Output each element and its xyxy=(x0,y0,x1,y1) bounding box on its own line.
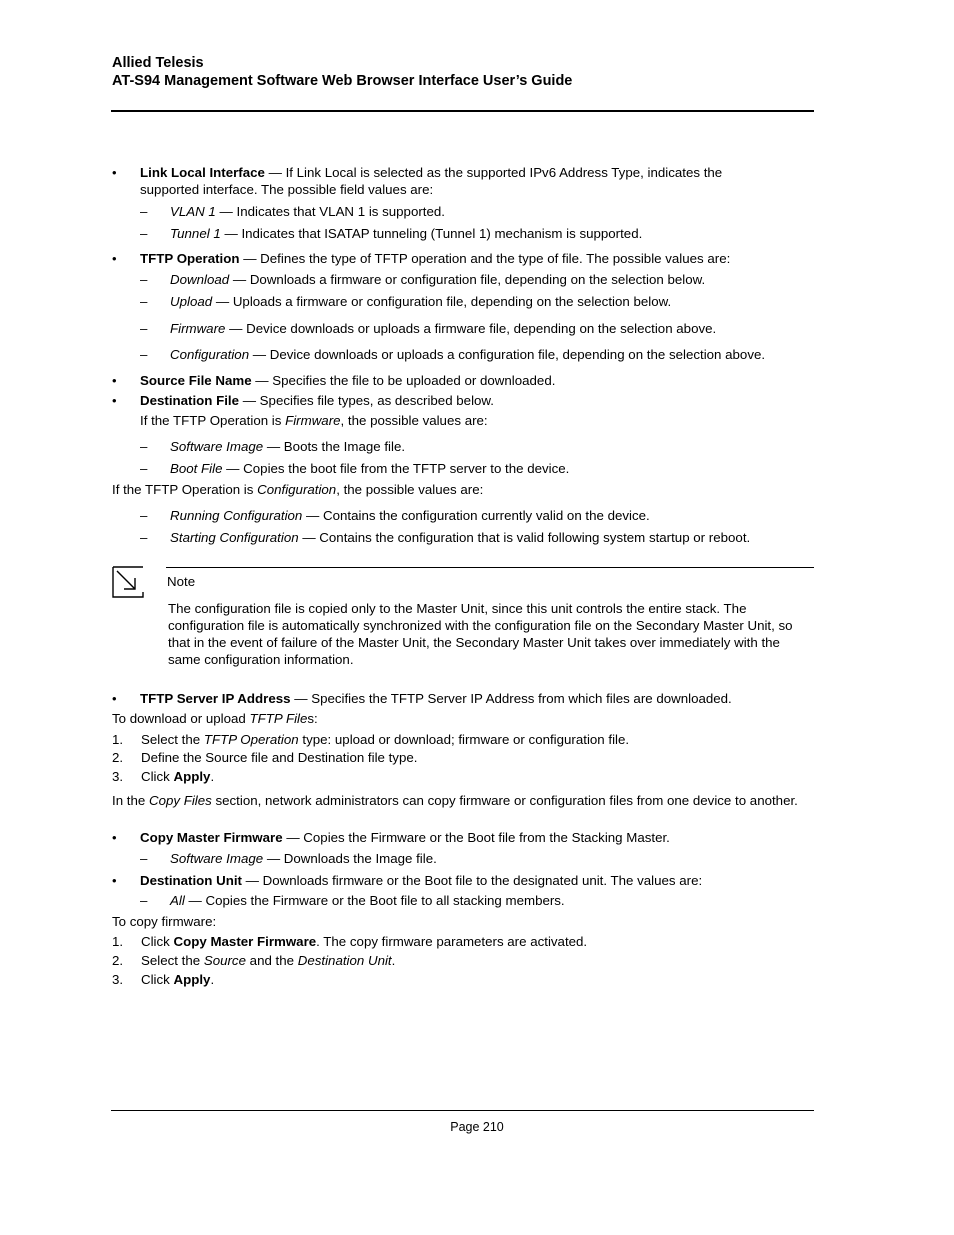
dash-glyph: – xyxy=(140,893,148,908)
term: Apply xyxy=(173,769,211,784)
procedure-intro xyxy=(112,710,318,727)
desc: — Defines the type of TFTP operation and the type of file. The possible values are: xyxy=(239,251,731,266)
starting-config-item xyxy=(170,529,750,546)
upload-item xyxy=(170,293,671,310)
term: Destination Unit xyxy=(297,953,392,968)
bullet-glyph: • xyxy=(112,873,117,888)
term: Source File Name xyxy=(140,373,252,388)
running-config-item xyxy=(170,507,650,524)
text: In the xyxy=(112,793,149,808)
desc: — Downloads a firmware or configuration file, depending on the selection below. xyxy=(229,272,706,287)
configuration-condition xyxy=(112,481,483,498)
term: Configuration xyxy=(170,347,250,362)
header-rule xyxy=(111,110,814,112)
boot-file-item xyxy=(170,460,569,477)
text: section, network administrators can copy firmware or configuration files from one device to another. xyxy=(211,793,798,808)
destination-file-item xyxy=(140,392,494,409)
dash-glyph: – xyxy=(140,530,148,545)
step-number: 1. xyxy=(112,934,124,949)
bullet-glyph: • xyxy=(112,251,117,266)
link-local-desc-cont: supported interface. The possible field values are: xyxy=(140,182,434,197)
company-name: Allied Telesis xyxy=(112,55,204,71)
term: Firmware xyxy=(285,413,341,428)
desc: — Specifies the file to be uploaded or downloaded. xyxy=(251,373,556,388)
term: TFTP Operation xyxy=(203,732,299,747)
download-item xyxy=(170,271,705,288)
desc: — Downloads firmware or the Boot file to the designated unit. The values are: xyxy=(241,873,703,888)
term: Firmware xyxy=(170,321,226,336)
dash-glyph: – xyxy=(140,439,148,454)
copy-master-item xyxy=(140,829,670,846)
text: and the xyxy=(245,953,298,968)
guide-title: AT-S94 Management Software Web Browser Interface User’s Guide xyxy=(112,73,573,89)
desc: — Contains the configuration that is valid following system startup or reboot. xyxy=(298,530,751,545)
term: Download xyxy=(170,272,230,287)
term: Starting Configuration xyxy=(170,530,299,545)
dash-glyph: – xyxy=(140,851,148,866)
step-number: 1. xyxy=(112,732,124,747)
note-icon xyxy=(112,566,144,598)
term: Boot File xyxy=(170,461,223,476)
desc: — Contains the configuration currently valid on the device. xyxy=(302,508,650,523)
term: Apply xyxy=(173,972,211,987)
term: All xyxy=(170,893,185,908)
desc: — Copies the boot file from the TFTP server to the device. xyxy=(222,461,570,476)
text: Click xyxy=(141,934,174,949)
dash-glyph: – xyxy=(140,204,148,219)
software-image-copy-item xyxy=(170,850,437,867)
term: Software Image xyxy=(170,851,264,866)
tftp-operation-item xyxy=(140,250,730,267)
source-file-item xyxy=(140,372,555,389)
dash-glyph: – xyxy=(140,294,148,309)
desc: — If Link Local is selected as the supported IPv6 Address Type, indicates the xyxy=(264,165,723,180)
term: Copy Master Firmware xyxy=(173,934,317,949)
copy-procedure-intro: To copy firmware: xyxy=(112,914,217,929)
term: VLAN 1 xyxy=(170,204,216,219)
bullet-glyph: • xyxy=(112,393,117,408)
term: TFTP File xyxy=(249,711,308,726)
footer-rule xyxy=(111,1110,814,1111)
text: Click xyxy=(141,972,174,987)
bullet-glyph: • xyxy=(112,165,117,180)
text: Click xyxy=(141,769,174,784)
text: . The copy firmware parameters are activated. xyxy=(316,934,588,949)
vlan1-item xyxy=(170,203,445,220)
text: , the possible values are: xyxy=(340,413,488,428)
copy-step xyxy=(141,933,587,950)
text: Select the xyxy=(141,732,204,747)
copy-step xyxy=(141,952,395,969)
desc: — Downloads the Image file. xyxy=(263,851,437,866)
desc: — Indicates that ISATAP tunneling (Tunnel 1) mechanism is supported. xyxy=(220,226,643,241)
desc: — Specifies file types, as described below. xyxy=(239,393,494,408)
software-image-item xyxy=(170,438,405,455)
term: TFTP Server IP Address xyxy=(140,691,291,706)
note-text: The configuration file is copied only to the Master Unit, since this unit controls the entire stack. The configuration file is automatically synchronized with the configuration file on the Secondary Master Unit, so that in the event of failure of the Master Unit, the Secondary Master Unit takes over immediately with the same configuration information. xyxy=(168,601,793,667)
term: TFTP Operation xyxy=(140,251,240,266)
step-number: 3. xyxy=(112,972,124,987)
procedure-step: Define the Source file and Destination file type. xyxy=(141,750,418,765)
dash-glyph: – xyxy=(140,272,148,287)
procedure-step xyxy=(141,768,214,785)
desc: — Uploads a firmware or configuration file, depending on the selection below. xyxy=(212,294,672,309)
term: Copy Master Firmware xyxy=(140,830,283,845)
term: Upload xyxy=(170,294,213,309)
dash-glyph: – xyxy=(140,321,148,336)
term: Link Local Interface xyxy=(140,165,265,180)
step-number: 2. xyxy=(112,750,124,765)
firmware-condition xyxy=(140,412,488,429)
page-number: Page 210 xyxy=(450,1120,504,1134)
text: . xyxy=(391,953,396,968)
copy-step xyxy=(141,971,214,988)
desc: — Indicates that VLAN 1 is supported. xyxy=(215,204,445,219)
term: Configuration xyxy=(257,482,337,497)
text: type: upload or download; firmware or configuration file. xyxy=(298,732,630,747)
dash-glyph: – xyxy=(140,461,148,476)
link-local-item xyxy=(140,164,722,181)
note-label: Note xyxy=(167,574,196,589)
bullet-glyph: • xyxy=(112,830,117,845)
copy-files-intro xyxy=(112,792,802,809)
step-number: 3. xyxy=(112,769,124,784)
tftp-server-item xyxy=(140,690,732,707)
desc: — Specifies the TFTP Server IP Address from which files are downloaded. xyxy=(290,691,732,706)
procedure-step xyxy=(141,731,629,748)
term: Copy Files xyxy=(148,793,212,808)
desc: — Boots the Image file. xyxy=(263,439,406,454)
text: , the possible values are: xyxy=(336,482,484,497)
text: Select the xyxy=(141,953,204,968)
dash-glyph: – xyxy=(140,226,148,241)
text: . xyxy=(210,972,215,987)
firmware-item xyxy=(170,320,716,337)
text: . xyxy=(210,769,215,784)
desc: — Copies the Firmware or the Boot file to all stacking members. xyxy=(184,893,565,908)
dash-glyph: – xyxy=(140,508,148,523)
note-rule xyxy=(166,567,814,568)
desc: — Copies the Firmware or the Boot file from the Stacking Master. xyxy=(282,830,670,845)
term: Software Image xyxy=(170,439,264,454)
desc: — Device downloads or uploads a configuration file, depending on the selection above. xyxy=(249,347,766,362)
desc: — Device downloads or uploads a firmware file, depending on the selection above. xyxy=(225,321,717,336)
text: To download or upload xyxy=(112,711,250,726)
destination-unit-item xyxy=(140,872,702,889)
term: Destination Unit xyxy=(140,873,242,888)
bullet-glyph: • xyxy=(112,373,117,388)
bullet-glyph: • xyxy=(112,691,117,706)
all-item xyxy=(170,892,565,909)
term: Source xyxy=(203,953,246,968)
term: Destination File xyxy=(140,393,239,408)
step-number: 2. xyxy=(112,953,124,968)
text: If the TFTP Operation is xyxy=(112,482,258,497)
tunnel1-item xyxy=(170,225,642,242)
configuration-item xyxy=(170,346,765,363)
dash-glyph: – xyxy=(140,347,148,362)
term: Running Configuration xyxy=(170,508,303,523)
text: If the TFTP Operation is xyxy=(140,413,286,428)
text: s: xyxy=(307,711,318,726)
term: Tunnel 1 xyxy=(170,226,221,241)
